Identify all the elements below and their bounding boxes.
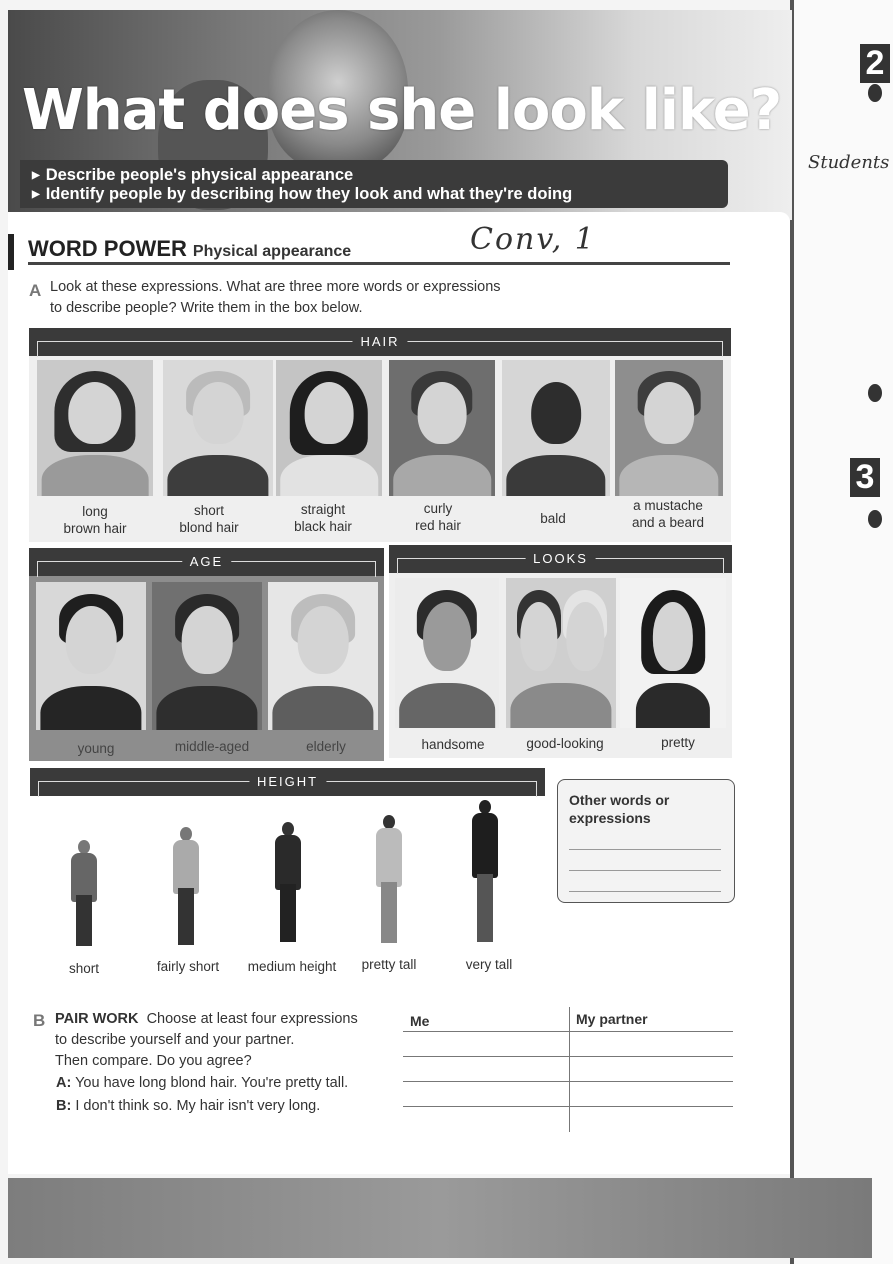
dialogue-b: B: I don't think so. My hair isn't very long. bbox=[56, 1098, 321, 1114]
caption-short-blond-hair: short blond hair bbox=[179, 503, 239, 535]
photo-middle-aged bbox=[152, 582, 262, 730]
adjacent-page bbox=[790, 0, 893, 1264]
photo-bald bbox=[502, 360, 610, 496]
lesson-goals bbox=[20, 160, 728, 208]
figure-fairly-short bbox=[166, 827, 206, 945]
triangle-bullet-icon: ▶ bbox=[32, 170, 40, 182]
caption-fairly-short: fairly short bbox=[156, 959, 220, 974]
table-row-line[interactable] bbox=[403, 1056, 733, 1057]
other-words-box bbox=[557, 779, 735, 903]
figure-medium-height bbox=[268, 822, 308, 942]
dialogue-a: A: You have long blond hair. You're pretty tall. bbox=[56, 1075, 349, 1091]
goal-item: ▶ Describe people's physical appearance bbox=[32, 166, 354, 184]
caption-pretty: pretty bbox=[661, 735, 695, 750]
exercise-a-letter: A bbox=[29, 281, 42, 300]
write-line[interactable] bbox=[569, 870, 721, 871]
hair-section-header: HAIR bbox=[29, 328, 731, 356]
photo-curly-red-hair bbox=[389, 360, 495, 496]
table-row-line[interactable] bbox=[403, 1031, 733, 1032]
triangle-bullet-icon: ▶ bbox=[32, 189, 40, 201]
goal-item: ▶ Identify people by describing how they look and what they're doing bbox=[32, 185, 573, 204]
table-header-partner: My partner bbox=[576, 1011, 648, 1027]
other-words-title: Other words or expressions bbox=[569, 792, 670, 826]
table-row-line[interactable] bbox=[403, 1081, 733, 1082]
exercise-a-instructions: Look at these expressions. What are three more words or expressions to describe people? Write them in the box below. bbox=[50, 279, 501, 316]
figure-short bbox=[64, 840, 104, 946]
word-power-heading: WORD POWER Physical appearance bbox=[28, 236, 352, 261]
heading-rule bbox=[28, 262, 730, 265]
photo-good-looking bbox=[506, 578, 616, 728]
scan-bottom-band bbox=[8, 1178, 872, 1258]
photo-short-blond-hair bbox=[163, 360, 273, 496]
photo-elderly bbox=[268, 582, 378, 730]
caption-medium-height: medium height bbox=[247, 959, 337, 974]
caption-bald: bald bbox=[540, 511, 566, 526]
photo-straight-black-hair bbox=[276, 360, 382, 496]
caption-elderly: elderly bbox=[306, 739, 346, 754]
figure-very-tall bbox=[465, 800, 505, 942]
photo-young bbox=[36, 582, 146, 730]
table-row-line[interactable] bbox=[403, 1106, 733, 1107]
caption-long-brown-hair: long brown hair bbox=[63, 504, 127, 536]
table-header-me: Me bbox=[410, 1013, 430, 1029]
looks-section-header: LOOKS bbox=[389, 545, 732, 573]
caption-straight-black-hair: straight black hair bbox=[294, 502, 352, 534]
bullet-mark bbox=[868, 84, 882, 102]
section-marker bbox=[8, 234, 14, 270]
photo-mustache-beard bbox=[615, 360, 723, 496]
bullet-mark bbox=[868, 384, 882, 402]
caption-curly-red-hair: curly red hair bbox=[415, 501, 461, 533]
height-section-header: HEIGHT bbox=[30, 768, 545, 796]
exercise-b-instructions: PAIR WORK Choose at least four expressions to describe yourself and your partner. Then compare. Do you agree? bbox=[55, 1011, 358, 1069]
caption-very-tall: very tall bbox=[465, 957, 513, 972]
caption-mustache-beard: a mustache and a beard bbox=[631, 498, 705, 530]
word-power-subtitle: Physical appearance bbox=[192, 243, 352, 260]
handwritten-conv: Conv, 1 bbox=[470, 222, 596, 257]
age-section-header: AGE bbox=[29, 548, 384, 576]
bullet-mark bbox=[868, 510, 882, 528]
handwritten-note: Students bbox=[808, 152, 890, 173]
photo-long-brown-hair bbox=[37, 360, 153, 496]
photo-pretty bbox=[620, 578, 726, 728]
figure-pretty-tall bbox=[369, 815, 409, 943]
caption-good-looking: good-looking bbox=[526, 736, 604, 751]
write-line[interactable] bbox=[569, 891, 721, 892]
caption-short: short bbox=[68, 961, 99, 976]
exercise-b-letter: B bbox=[33, 1011, 46, 1030]
caption-middle-aged: middle-aged bbox=[174, 739, 250, 754]
page-number-badge: 2 bbox=[860, 44, 890, 83]
photo-handsome bbox=[395, 578, 499, 728]
write-line[interactable] bbox=[569, 849, 721, 850]
caption-handsome: handsome bbox=[421, 737, 485, 752]
caption-pretty-tall: pretty tall bbox=[361, 957, 417, 972]
lesson-title: What does she look like? bbox=[22, 78, 782, 143]
table-divider bbox=[569, 1007, 570, 1132]
page-number-badge: 3 bbox=[850, 458, 880, 497]
caption-young: young bbox=[77, 741, 115, 756]
